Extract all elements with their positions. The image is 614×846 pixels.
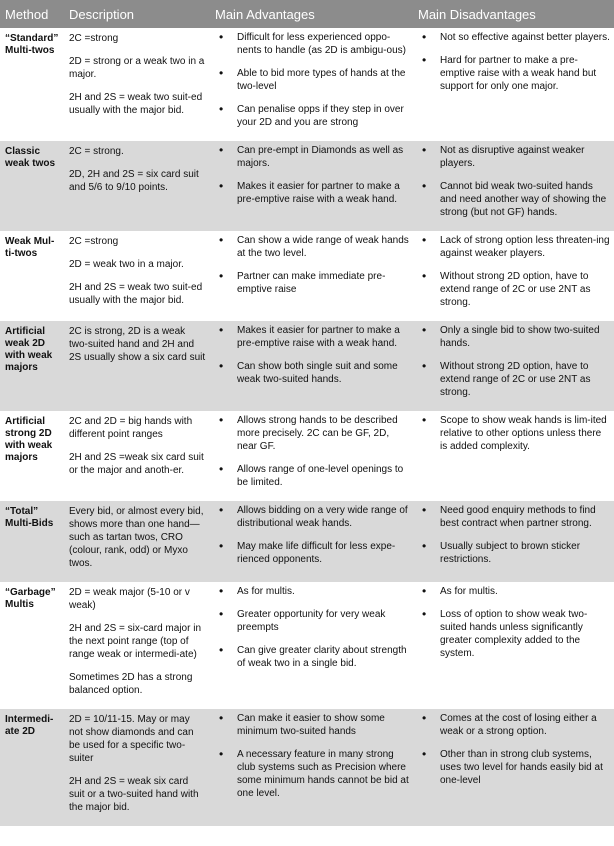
- advantages-cell: [210, 501, 413, 582]
- advantages-cell: [210, 321, 413, 411]
- method-name-line: with weak: [5, 440, 53, 451]
- table-row: [0, 231, 614, 321]
- method-name-line: strong 2D: [5, 428, 52, 439]
- bullet-list: [215, 324, 409, 386]
- description-paragraph: 2D = 10/11-15. May or may not show diamonds and can be used for a specific two-suiter: [69, 714, 194, 764]
- method-name-line: Intermedi-: [5, 714, 54, 725]
- disadvantage-item: • As for multis.: [418, 585, 610, 598]
- bullet-list: [215, 504, 409, 566]
- disadvantages-cell: [413, 28, 614, 141]
- disadvantage-item: • Loss of option to show weak two-suited hands unless significantly greater complexity added to the system.: [418, 608, 610, 660]
- table-row: [0, 28, 614, 141]
- bullet-list: [215, 585, 409, 670]
- bullet-list: [215, 414, 409, 489]
- method-name-line: with weak: [5, 350, 53, 361]
- description-paragraph: 2D = weak two in a major.: [69, 259, 184, 270]
- method-name-line: majors: [5, 362, 38, 373]
- advantage-item: • Allows strong hands to be described more precisely. 2C can be GF, 2D, near GF.: [215, 414, 409, 453]
- table-header-row: [0, 0, 614, 28]
- bullet-list: [215, 31, 409, 129]
- disadvantage-item: • Without strong 2D option, have to extend range of 2C or use 2NT as strong.: [418, 360, 610, 399]
- advantage-item: • Able to bid more types of hands at the two-level: [215, 67, 409, 93]
- advantage-item: • As for multis.: [215, 585, 409, 598]
- header-disadvantages: Main Disadvantages: [413, 0, 614, 28]
- table-row: [0, 141, 614, 231]
- disadvantage-item: • Comes at the cost of losing either a weak or a strong option.: [418, 712, 610, 738]
- description-cell: [64, 582, 210, 709]
- description-paragraph: 2C is strong, 2D is a weak two-suited hand and 2H and 2S usually show a six card suit: [69, 326, 206, 363]
- method-name-line: Classic: [5, 146, 41, 157]
- bullet-list: [418, 585, 610, 660]
- table-row: [0, 321, 614, 411]
- advantage-item: • Greater opportunity for very weak preempts: [215, 608, 409, 634]
- advantage-item: • Makes it easier for partner to make a pre-emptive raise with a weak hand.: [215, 180, 409, 206]
- advantage-item: • May make life difficult for less expe-rienced opponents.: [215, 540, 409, 566]
- disadvantages-cell: [413, 141, 614, 231]
- description-cell: [64, 501, 210, 582]
- bullet-list: [215, 234, 409, 296]
- advantage-item: • A necessary feature in many strong club systems such as Precision where some minimum hands cannot be bid at one level.: [215, 748, 409, 800]
- advantages-cell: [210, 709, 413, 826]
- disadvantages-cell: [413, 709, 614, 826]
- method-cell: [0, 709, 64, 826]
- advantages-cell: [210, 411, 413, 501]
- method-name-line: ate 2D: [5, 726, 36, 737]
- advantage-item: • Can make it easier to show some minimum two-suited hands: [215, 712, 409, 738]
- description-paragraph: 2H and 2S =weak six card suit or the major and anoth-er.: [69, 452, 204, 476]
- bullet-list: [418, 234, 610, 309]
- method-name-line: ti-twos: [5, 248, 38, 259]
- table-row: [0, 582, 614, 709]
- table-body: [0, 28, 614, 826]
- description-paragraph: 2D, 2H and 2S = six card suit and 5/6 to 9/10 points.: [69, 169, 199, 193]
- disadvantage-item: • Usually subject to brown sticker restrictions.: [418, 540, 610, 566]
- advantages-cell: [210, 141, 413, 231]
- description-cell: [64, 411, 210, 501]
- description-cell: [64, 141, 210, 231]
- description-cell: [64, 28, 210, 141]
- advantage-item: • Partner can make immediate pre-emptive raise: [215, 270, 409, 296]
- description-paragraph: 2C and 2D = big hands with different point ranges: [69, 416, 193, 440]
- description-paragraph: 2H and 2S = weak two suit-ed usually with the major bid.: [69, 282, 203, 306]
- description-paragraph: 2D = strong or a weak two in a major.: [69, 56, 205, 80]
- method-cell: [0, 582, 64, 709]
- header-method: Method: [0, 0, 64, 28]
- method-name-line: Weak Mul-: [5, 236, 55, 247]
- disadvantages-cell: [413, 231, 614, 321]
- method-cell: [0, 141, 64, 231]
- table-row: [0, 411, 614, 501]
- advantage-item: • Can penalise opps if they step in over your 2D and you are strong: [215, 103, 409, 129]
- advantages-cell: [210, 231, 413, 321]
- description-paragraph: 2H and 2S = six-card major in the next point range (top of range weak or intermedi-ate): [69, 623, 202, 660]
- method-cell: [0, 501, 64, 582]
- disadvantage-item: • Only a single bid to show two-suited hands.: [418, 324, 610, 350]
- disadvantage-item: • Hard for partner to make a pre-emptive raise with a weak hand but support for only one major.: [418, 54, 610, 93]
- table-row: [0, 709, 614, 826]
- table-row: [0, 501, 614, 582]
- disadvantage-item: • Scope to show weak hands is lim-ited relative to other options unless there is added complexity.: [418, 414, 610, 453]
- description-cell: [64, 321, 210, 411]
- method-name-line: majors: [5, 452, 38, 463]
- disadvantages-cell: [413, 411, 614, 501]
- method-name-line: Multis: [5, 599, 34, 610]
- disadvantages-cell: [413, 501, 614, 582]
- method-name-line: Multi-twos: [5, 45, 55, 56]
- bullet-list: [215, 144, 409, 206]
- method-name-line: weak twos: [5, 158, 56, 169]
- method-name-line: weak 2D: [5, 338, 46, 349]
- advantage-item: • Allows bidding on a very wide range of distributional weak hands.: [215, 504, 409, 530]
- description-paragraph: 2H and 2S = weak six card suit or a two-suited hand with the major bid.: [69, 776, 199, 813]
- header-advantages: Main Advantages: [210, 0, 413, 28]
- description-cell: [64, 231, 210, 321]
- description-paragraph: 2C =strong: [69, 236, 119, 247]
- advantages-cell: [210, 582, 413, 709]
- disadvantages-cell: [413, 582, 614, 709]
- method-cell: [0, 321, 64, 411]
- bullet-list: [215, 712, 409, 800]
- method-cell: [0, 231, 64, 321]
- description-cell: [64, 709, 210, 826]
- description-paragraph: Every bid, or almost every bid, shows more than one hand—such as tartan twos, CRO (colour, rank, odd) or Myxo twos.: [69, 506, 204, 569]
- advantage-item: • Makes it easier for partner to make a pre-emptive raise with a weak hand.: [215, 324, 409, 350]
- bullet-list: [418, 324, 610, 399]
- disadvantage-item: • Not so effective against better players.: [418, 31, 610, 44]
- bullet-list: [418, 414, 610, 453]
- bullet-list: [418, 144, 610, 219]
- description-paragraph: 2D = weak major (5-10 or v weak): [69, 587, 190, 611]
- method-cell: [0, 411, 64, 501]
- advantages-cell: [210, 28, 413, 141]
- disadvantage-item: • Cannot bid weak two-suited hands and need another way of showing the strong (but not GF) hands.: [418, 180, 610, 219]
- description-paragraph: 2C = strong.: [69, 146, 124, 157]
- description-paragraph: Sometimes 2D has a strong balanced option.: [69, 672, 193, 696]
- disadvantage-item: • Not as disruptive against weaker players.: [418, 144, 610, 170]
- disadvantages-cell: [413, 321, 614, 411]
- advantage-item: • Can pre-empt in Diamonds as well as majors.: [215, 144, 409, 170]
- disadvantage-item: • Without strong 2D option, have to extend range of 2C or use 2NT as strong.: [418, 270, 610, 309]
- method-name-line: Multi-Bids: [5, 518, 54, 529]
- description-paragraph: 2H and 2S = weak two suit-ed usually with the major bid.: [69, 92, 203, 116]
- advantage-item: • Can show both single suit and some weak two-suited hands.: [215, 360, 409, 386]
- description-paragraph: 2C =strong: [69, 33, 119, 44]
- disadvantage-item: • Need good enquiry methods to find best contract when partner strong.: [418, 504, 610, 530]
- advantage-item: • Allows range of one-level openings to be limited.: [215, 463, 409, 489]
- advantage-item: • Difficult for less experienced oppo-nents to handle (as 2D is ambigu-ous): [215, 31, 409, 57]
- bullet-list: [418, 712, 610, 787]
- advantage-item: • Can show a wide range of weak hands at the two level.: [215, 234, 409, 260]
- header-description: Description: [64, 0, 210, 28]
- bullet-list: [418, 31, 610, 93]
- disadvantage-item: • Other than in strong club systems, uses two level for hands easily bid at one-level: [418, 748, 610, 787]
- method-name-line: “Garbage”: [5, 587, 56, 598]
- method-name-line: Artificial: [5, 326, 46, 337]
- method-name-line: “Standard”: [5, 33, 59, 44]
- bullet-list: [418, 504, 610, 566]
- disadvantage-item: • Lack of strong option less threaten-ing against weaker players.: [418, 234, 610, 260]
- advantage-item: • Can give greater clarity about strength of weak two in a single bid.: [215, 644, 409, 670]
- method-cell: [0, 28, 64, 141]
- method-name-line: “Total”: [5, 506, 39, 517]
- method-name-line: Artificial: [5, 416, 46, 427]
